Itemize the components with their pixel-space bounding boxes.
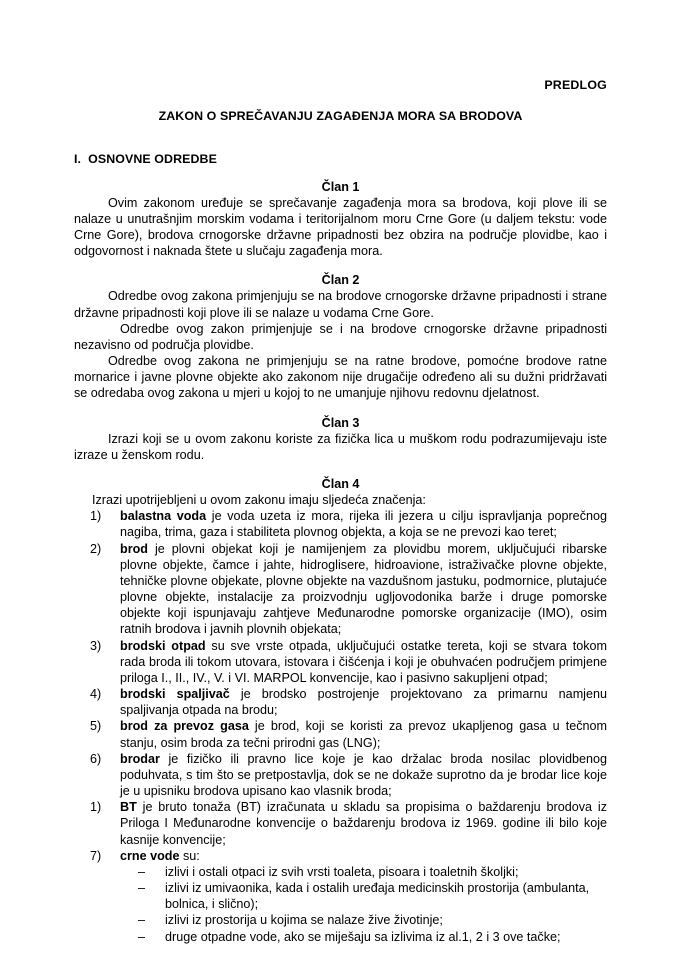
definition-subitem-list [120,864,607,945]
definition-item [74,638,607,687]
section-heading [74,152,607,166]
definition-subitem-text: druge otpadne vode, ako se miješaju sa izlivima iz al.1, 2 i 3 ove tačke; [165,929,561,944]
article-2-paragraph-3: Odredbe ovog zakona ne primjenjuju se na ratne brodove, pomoćne brodove ratne mornarice i javne plovne objekte ako zakonom nije drugačije određeno ali su dužni pridržavati se odredaba ovog zakona u mjeri u kojoj to ne umanjuje njihovu redovnu djelatnost. [74,354,607,401]
definition-term: balastna voda [120,509,207,524]
definition-marker: 1) [90,509,102,524]
section-heading-label: OSNOVNE ODREDBE [88,151,217,166]
article-1-paragraph-1: Ovim zakonom uređuje se sprečavanje zagađenja mora sa brodova, koji plove ili se nalaze u unutrašnjim morskim vodama i teritorijalnom moru Crne Gore (u daljem tekstu: vode Crne Gore), brodova crnogorske državne pripadnosti bez obzira na područje plovidbe, kao i odgovornost i naknada štete u slučaju zagađenja mora. [74,195,607,259]
definition-item [74,508,607,540]
dash-bullet-icon: – [138,929,146,944]
article-2-paragraph-1: Odredbe ovog zakona primjenjuju se na brodove crnogorske državne pripadnosti i strane državne pripadnosti koji plove ili se nalaze u vodama Crne Gore. [74,289,607,320]
definition-item [74,751,607,800]
dash-bullet-icon: – [138,864,146,879]
definition-subitem [120,880,607,912]
definition-marker: 4) [90,687,102,702]
definition-term: brodski spaljivač [120,687,230,702]
article-4-intro: Izrazi upotrijebljeni u ovom zakonu imaju sljedeća značenja: [92,492,426,507]
definition-term: brodar [120,751,160,766]
definition-subitem-text: izlivi iz prostorija u kojima se nalaze žive životinje; [165,913,443,928]
article-1 [74,180,607,260]
definition-item [74,799,607,848]
document-title: ZAKON O SPREČAVANJU ZAGAĐENJA MORA SA BRODOVA [158,108,523,123]
definition-term: BT [120,800,137,815]
article-3-heading: Član 3 [321,415,360,430]
dash-bullet-icon: – [138,881,146,896]
definition-text: su sve vrste otpada, uključujući ostatke tereta, koji se stvara tokom rada broda ili tokom utovara, istovara i čišćenja i koji je obuhvaćen područjem primjene priloga I., II., IV., V. i VI. MARPOL konvencije, kao i pasivno sakupljeni otpad; [120,638,608,685]
definition-term: brod za prevoz gasa [120,719,249,734]
article-4-heading: Član 4 [321,476,360,491]
article-2-paragraph-2: Odredbe ovog zakon primjenjuje se i na brodove crnogorske državne pripadnosti nezavisno od područja plovidbe. [74,321,607,352]
definition-subitem [120,864,607,880]
definition-marker: 5) [90,719,102,734]
definition-text: je bruto tonaža (BT) izračunata u skladu sa propisima o baždarenju brodova iz Priloga I Međunarodne konvencije o baždarenju brodova iz 1969. godine ili bilo koje kasnije konvencije; [120,800,607,847]
definition-subitem-text: izlivi iz umivaonika, kada i ostalih uređaja medicinskih prostorija (ambulanta, bolnica, i slično); [165,881,590,912]
definition-text: je voda uzeta iz mora, rijeka ili jezera u cilju ispravljanja poprečnog nagiba, trima, gaza i stabiliteta plovnog objekta, a koja se ne prevozi kao teret; [120,509,607,540]
definition-item [74,686,607,718]
definition-marker: 6) [90,751,102,766]
article-3 [74,416,607,463]
definition-text: su: [179,848,200,863]
definition-item [74,718,607,750]
section-numeral: I. [74,151,82,166]
definition-marker: 7) [90,848,102,863]
definition-marker: 1) [90,800,102,815]
definition-subitem [120,929,607,945]
definition-text: je fizičko ili pravno lice koje je kao držalac broda nosilac plovidbenog poduhvata, s tim što se pretpostavlja, dok se ne dokaže suprotno da je brodar lice koje je u upisniku brodova upisano kao vlasnik broda; [120,751,607,799]
article-2 [74,273,607,401]
article-3-paragraph-1: Izrazi koji se u ovom zakonu koriste za fizička lica u muškom rodu podrazumijevaju iste izraze u ženskom rodu. [74,431,607,462]
definition-term: brodski otpad [120,638,206,653]
definition-text: je brod, koji se koristi za prevoz ukapljenog gasa u tečnom stanju, osim broda za tečni prirodni gas (LNG); [120,719,608,750]
definition-term: brod [120,541,148,556]
definition-marker: 3) [90,638,102,653]
definition-text: je brodsko postrojenje projektovano za primarnu namjenu spaljivanja otpada na brodu; [120,687,607,718]
definition-marker: 2) [90,541,102,556]
article-1-heading: Član 1 [321,179,360,194]
article-4 [74,477,607,945]
definition-item [74,848,607,945]
article-2-heading: Član 2 [321,273,360,288]
definition-term: crne vode [120,848,180,863]
document-label: PREDLOG [544,78,607,92]
definition-subitem-text: izlivi i ostali otpaci iz svih vrsti toaleta, pisoara i toaletnih školjki; [165,864,519,879]
definition-text: je plovni objekat koji je namijenjem za plovidbu morem, uključujući ribarske plovne objekte, čamce i jahte, hidroglisere, hidroavione, istraživačke plovne objekte, tehničke plovne objekate, plovne objekte na vazdušnom jastuku, podmornice, plutajuće plovne objekte, instalacije za proizvodnju ugljovodonika barže i druge pomorske objekte koji ispunjavaju zahtjeve Međunarodne pomorske organizacije (IMO), osim ratnih brodova i javnih plovnih objekata; [120,541,607,637]
definition-item [74,541,607,638]
definitions-list [74,508,607,945]
definition-subitem [120,912,607,928]
dash-bullet-icon: – [138,913,146,928]
